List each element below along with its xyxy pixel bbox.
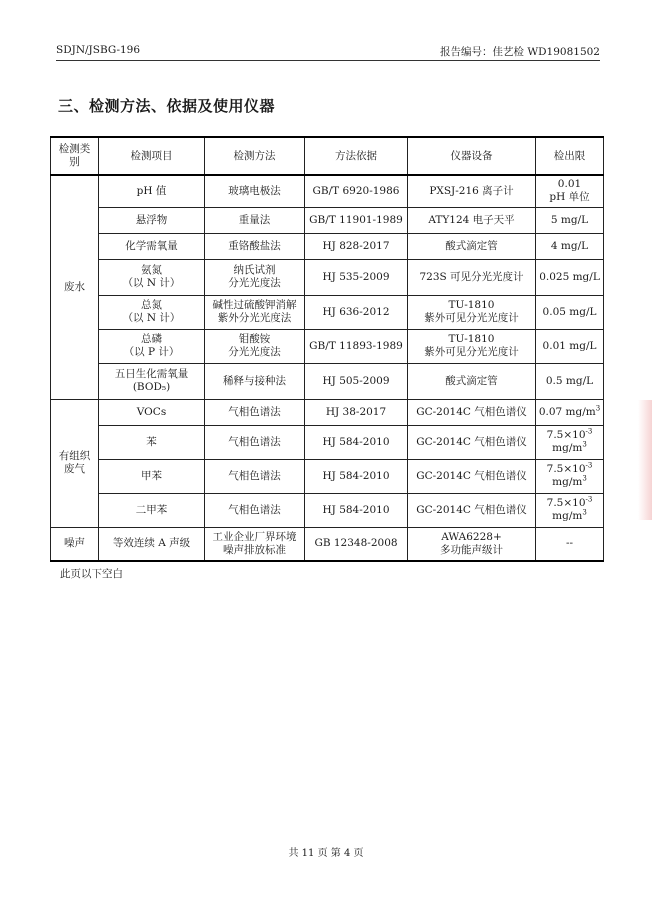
header-divider xyxy=(56,60,600,61)
instrument-cell: 酸式滴定管 xyxy=(408,233,536,259)
basis-cell: HJ 505-2009 xyxy=(305,363,408,399)
limit-exponent: -3 xyxy=(585,495,593,504)
item-cell: 苯 xyxy=(99,425,205,459)
item-cell: 总磷 （以 P 计） xyxy=(99,329,205,363)
item-cell: 氨氮 （以 N 计） xyxy=(99,259,205,295)
limit-cell: 0.01 mg/L xyxy=(536,329,604,363)
column-header-basis: 方法依据 xyxy=(305,137,408,175)
method-cell: 碱性过硫酸钾消解 紫外分光光度法 xyxy=(205,295,305,329)
item-cell: 五日生化需氧量 (BOD₅) xyxy=(99,363,205,399)
method-cell: 纳氏试剂 分光光度法 xyxy=(205,259,305,295)
item-cell: 悬浮物 xyxy=(99,207,205,233)
limit-unit: mg/m xyxy=(552,510,583,522)
limit-cell: 0.5 mg/L xyxy=(536,363,604,399)
report-number: 报告编号：佳艺检 WD19081502 xyxy=(440,46,600,58)
blank-page-note: 此页以下空白 xyxy=(60,568,123,580)
table-row xyxy=(51,399,604,425)
basis-cell: HJ 636-2012 xyxy=(305,295,408,329)
instrument-cell: GC-2014C 气相色谱仪 xyxy=(408,399,536,425)
instrument-cell: AWA6228+ 多功能声级计 xyxy=(408,527,536,561)
item-cell: 总氮 （以 N 计） xyxy=(99,295,205,329)
item-cell: 二甲苯 xyxy=(99,493,205,527)
basis-cell: GB/T 11893-1989 xyxy=(305,329,408,363)
category-cell: 废水 xyxy=(51,175,99,399)
limit-cell: -- xyxy=(536,527,604,561)
limit-cell: 0.05 mg/L xyxy=(536,295,604,329)
item-cell: pH 值 xyxy=(99,175,205,207)
basis-cell: HJ 828-2017 xyxy=(305,233,408,259)
document-code: SDJN/JSBG-196 xyxy=(56,44,141,56)
table-row xyxy=(51,459,604,493)
basis-cell: HJ 535-2009 xyxy=(305,259,408,295)
basis-cell: HJ 38-2017 xyxy=(305,399,408,425)
category-cell: 噪声 xyxy=(51,527,99,561)
limit-cell: 0.025 mg/L xyxy=(536,259,604,295)
method-cell: 玻璃电极法 xyxy=(205,175,305,207)
instrument-cell: 723S 可见分光光度计 xyxy=(408,259,536,295)
table-row xyxy=(51,259,604,295)
page-number-footer: 共 11 页 第 4 页 xyxy=(288,848,364,859)
item-cell: 等效连续 A 声级 xyxy=(99,527,205,561)
limit-cell: 0.01 pH 单位 xyxy=(536,175,604,207)
limit-value: 7.5×10 xyxy=(546,463,586,475)
method-cell: 重量法 xyxy=(205,207,305,233)
instrument-cell: TU-1810 紫外可见分光光度计 xyxy=(408,295,536,329)
instrument-cell: PXSJ-216 离子计 xyxy=(408,175,536,207)
method-cell: 气相色谱法 xyxy=(205,425,305,459)
instrument-cell: GC-2014C 气相色谱仪 xyxy=(408,493,536,527)
limit-unit: mg/m xyxy=(552,442,583,454)
limit-unit-exponent: 3 xyxy=(582,474,587,483)
limit-value: 7.5×10 xyxy=(546,429,586,441)
item-cell: 化学需氧量 xyxy=(99,233,205,259)
instrument-cell: GC-2014C 气相色谱仪 xyxy=(408,459,536,493)
section-title: 三、检测方法、依据及使用仪器 xyxy=(58,97,276,115)
column-header-item: 检测项目 xyxy=(99,137,205,175)
basis-cell: HJ 584-2010 xyxy=(305,425,408,459)
basis-cell: HJ 584-2010 xyxy=(305,493,408,527)
limit-value: 7.5×10 xyxy=(546,497,586,509)
item-cell: VOCs xyxy=(99,399,205,425)
method-cell: 气相色谱法 xyxy=(205,493,305,527)
method-cell: 工业企业厂界环境 噪声排放标准 xyxy=(205,527,305,561)
limit-value: 0.07 mg/m xyxy=(538,405,596,418)
page-header xyxy=(56,44,600,60)
table-header-row xyxy=(51,137,604,175)
category-cell: 有组织 废气 xyxy=(51,399,99,527)
limit-cell: 5 mg/L xyxy=(536,207,604,233)
seal-stamp-edge xyxy=(638,400,652,520)
method-cell: 钼酸铵 分光光度法 xyxy=(205,329,305,363)
limit-unit-exponent: 3 xyxy=(582,508,587,517)
limit-cell xyxy=(536,425,604,459)
table-row xyxy=(51,363,604,399)
basis-cell: HJ 584-2010 xyxy=(305,459,408,493)
limit-cell: 4 mg/L xyxy=(536,233,604,259)
limit-exponent: -3 xyxy=(585,427,593,436)
method-cell: 气相色谱法 xyxy=(205,399,305,425)
basis-cell: GB 12348-2008 xyxy=(305,527,408,561)
table-row xyxy=(51,233,604,259)
table-row xyxy=(51,295,604,329)
column-header-limit: 检出限 xyxy=(536,137,604,175)
basis-cell: GB/T 11901-1989 xyxy=(305,207,408,233)
limit-unit: mg/m xyxy=(552,476,583,488)
limit-cell xyxy=(536,399,604,425)
instrument-cell: ATY124 电子天平 xyxy=(408,207,536,233)
table-row xyxy=(51,207,604,233)
column-header-category: 检测类 别 xyxy=(51,137,99,175)
table-row xyxy=(51,329,604,363)
method-cell: 稀释与接种法 xyxy=(205,363,305,399)
table-row xyxy=(51,527,604,561)
table-row xyxy=(51,175,604,207)
methods-table xyxy=(50,136,604,562)
instrument-cell: 酸式滴定管 xyxy=(408,363,536,399)
basis-cell: GB/T 6920-1986 xyxy=(305,175,408,207)
instrument-cell: GC-2014C 气相色谱仪 xyxy=(408,425,536,459)
instrument-cell: TU-1810 紫外可见分光光度计 xyxy=(408,329,536,363)
limit-cell xyxy=(536,493,604,527)
item-cell: 甲苯 xyxy=(99,459,205,493)
method-cell: 气相色谱法 xyxy=(205,459,305,493)
limit-exponent: 3 xyxy=(595,404,601,412)
limit-unit-exponent: 3 xyxy=(582,440,587,449)
limit-cell xyxy=(536,459,604,493)
column-header-instrument: 仪器设备 xyxy=(408,137,536,175)
limit-exponent: -3 xyxy=(585,461,593,470)
table-row xyxy=(51,425,604,459)
method-cell: 重铬酸盐法 xyxy=(205,233,305,259)
table-row xyxy=(51,493,604,527)
column-header-method: 检测方法 xyxy=(205,137,305,175)
